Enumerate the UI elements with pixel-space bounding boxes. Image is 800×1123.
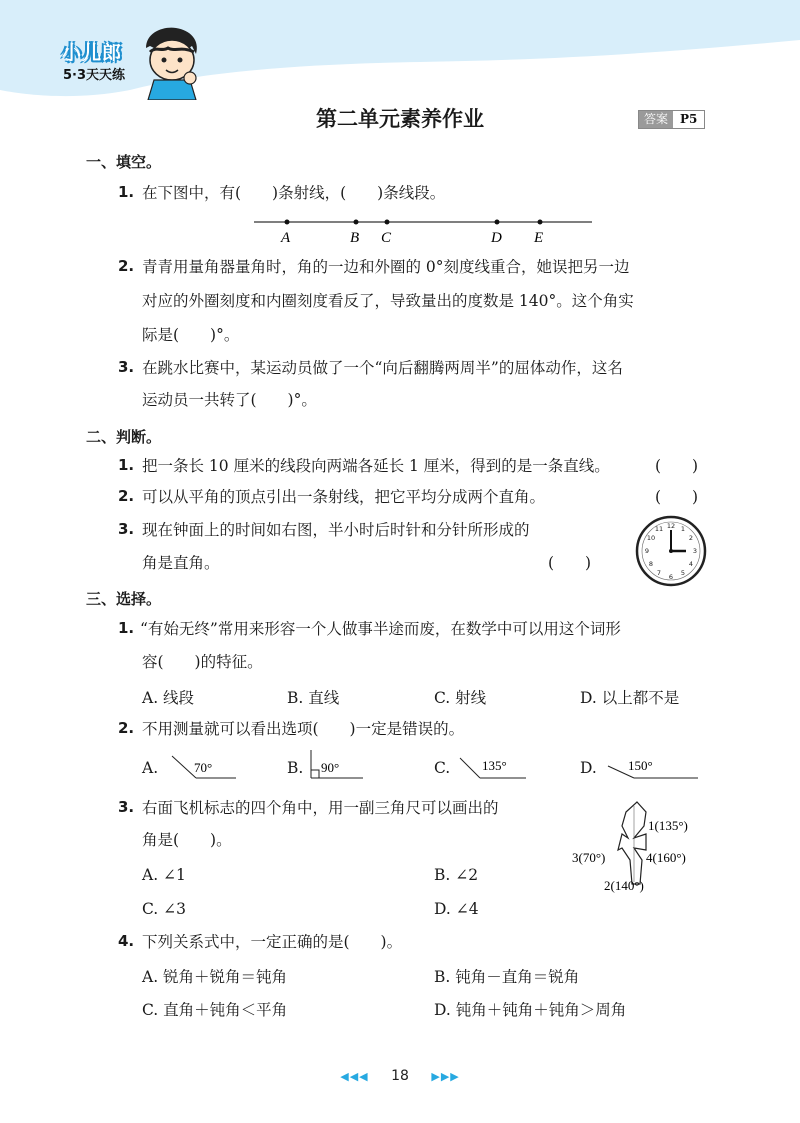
option-a[interactable]: A. 线段: [142, 689, 195, 707]
point-label-c: C: [381, 230, 392, 246]
angle-label: 150°: [628, 758, 653, 773]
option-a[interactable]: A. 锐角＋锐角＝钝角: [142, 968, 288, 986]
angle-label: 70°: [194, 760, 213, 775]
question-text: 青青用量角器量角时，角的一边和外圈的 0°刻度线重合，她误把另一边: [142, 258, 630, 276]
question-text: “有始无终”常用来形容一个人做事半途而废，在数学中可以用这个词形: [140, 620, 621, 638]
option-a[interactable]: A. ∠1: [142, 866, 186, 884]
angle-label-2: 2(140°): [604, 878, 644, 893]
question-text: 对应的外圈刻度和内圈刻度看反了，导致量出的度数是 140°。这个角实: [142, 292, 634, 310]
angle-135-figure: [456, 752, 528, 782]
question-text: 在跳水比赛中，某运动员做了一个“向后翻腾两周半”的屈体动作，这名: [142, 359, 623, 377]
section-true-false: 二、判断。: [86, 428, 162, 446]
option-c[interactable]: C. 射线: [434, 689, 487, 707]
svg-text:9: 9: [644, 547, 650, 555]
point-a: [285, 220, 290, 225]
next-arrows-icon: ▶▶▶: [431, 1070, 460, 1083]
option-c[interactable]: C.: [434, 759, 451, 777]
answer-label: 答案: [639, 111, 673, 128]
question-number: 3.: [118, 520, 135, 538]
svg-text:1: 1: [680, 525, 686, 533]
logo-subtitle: 5·3天天练: [63, 68, 126, 83]
section-fill-in: 一、填空。: [86, 153, 162, 171]
angle-label-1: 1(135°): [648, 818, 688, 833]
question-number: 1.: [118, 619, 135, 637]
prev-arrows-icon: ◀◀◀: [340, 1070, 369, 1083]
angle-70-figure: [168, 752, 238, 782]
question-text: 下列关系式中，一定正确的是( )。: [142, 933, 403, 951]
airplane-logo-figure: [568, 798, 718, 898]
cartoon-boy-icon: [140, 26, 204, 100]
point-e: [538, 220, 543, 225]
answer-page: P5: [673, 111, 704, 128]
question-number: 2.: [118, 719, 135, 737]
option-d[interactable]: D. 以上都不是: [580, 689, 680, 707]
question-text: 可以从平角的顶点引出一条射线，把它平均分成两个直角。: [142, 488, 546, 506]
svg-text:6: 6: [668, 573, 674, 581]
angle-label: 135°: [482, 758, 507, 773]
page-number: 18: [391, 1068, 409, 1084]
answer-tag[interactable]: [638, 110, 705, 129]
svg-text:4: 4: [688, 560, 694, 568]
question-text: 际是( )°。: [142, 326, 240, 344]
angle-label: 90°: [321, 760, 340, 775]
clock-icon: [634, 514, 708, 588]
point-label-e: E: [534, 230, 544, 246]
svg-text:10: 10: [646, 534, 656, 542]
option-b[interactable]: B.: [287, 759, 304, 777]
option-d[interactable]: D. 钝角＋钝角＋钝角＞周角: [434, 1001, 627, 1019]
angle-label-3: 3(70°): [572, 850, 606, 865]
svg-text:12: 12: [666, 522, 676, 530]
point-label-d: D: [491, 230, 502, 246]
answer-paren[interactable]: ( ): [655, 488, 699, 506]
logo: 小儿郎: [62, 42, 123, 64]
question-text: 角是直角。: [142, 554, 220, 572]
option-c[interactable]: C. 直角＋钝角＜平角: [142, 1001, 288, 1019]
option-b[interactable]: B. ∠2: [434, 866, 479, 884]
svg-text:8: 8: [648, 560, 654, 568]
question-text: 角是( )。: [142, 831, 232, 849]
point-c: [385, 220, 390, 225]
question-number: 2.: [118, 487, 135, 505]
question-number: 1.: [118, 456, 135, 474]
svg-text:3: 3: [692, 547, 698, 555]
option-d[interactable]: D. ∠4: [434, 900, 479, 918]
point-label-a: A: [281, 230, 291, 246]
angle-150-figure: [604, 752, 700, 782]
question-number: 2.: [118, 257, 135, 275]
question-number: 3.: [118, 358, 135, 376]
angle-90-figure: [307, 748, 367, 782]
svg-text:11: 11: [654, 525, 664, 533]
svg-text:7: 7: [656, 569, 662, 577]
page-footer: [0, 1068, 800, 1084]
svg-text:5: 5: [680, 569, 686, 577]
ray-line-diagram: [250, 212, 595, 246]
question-text: 在下图中，有( )条射线，( )条线段。: [142, 184, 446, 202]
question-number: 1.: [118, 183, 135, 201]
question-text: 右面飞机标志的四个角中，用一副三角尺可以画出的: [142, 799, 499, 817]
option-d[interactable]: D.: [580, 759, 597, 777]
question-text: 不用测量就可以看出选项( )一定是错误的。: [142, 720, 465, 738]
angle-label-4: 4(160°): [646, 850, 686, 865]
point-d: [495, 220, 500, 225]
question-number: 3.: [118, 798, 135, 816]
question-text: 把一条长 10 厘米的线段向两端各延长 1 厘米，得到的是一条直线。: [142, 457, 610, 475]
question-text: 容( )的特征。: [142, 653, 263, 671]
point-label-b: B: [350, 230, 360, 246]
answer-paren[interactable]: ( ): [548, 554, 592, 572]
section-multiple-choice: 三、选择。: [86, 590, 162, 608]
svg-text:2: 2: [688, 534, 694, 542]
question-text: 运动员一共转了( )°。: [142, 391, 317, 409]
option-b[interactable]: B. 钝角－直角＝锐角: [434, 968, 580, 986]
question-text: 现在钟面上的时间如右图，半小时后时针和分针所形成的: [142, 521, 530, 539]
option-b[interactable]: B. 直线: [287, 689, 340, 707]
page-title: 第二单元素养作业: [316, 107, 484, 131]
point-b: [354, 220, 359, 225]
question-number: 4.: [118, 932, 135, 950]
option-c[interactable]: C. ∠3: [142, 900, 187, 918]
option-a[interactable]: A.: [142, 759, 159, 777]
answer-paren[interactable]: ( ): [655, 457, 699, 475]
